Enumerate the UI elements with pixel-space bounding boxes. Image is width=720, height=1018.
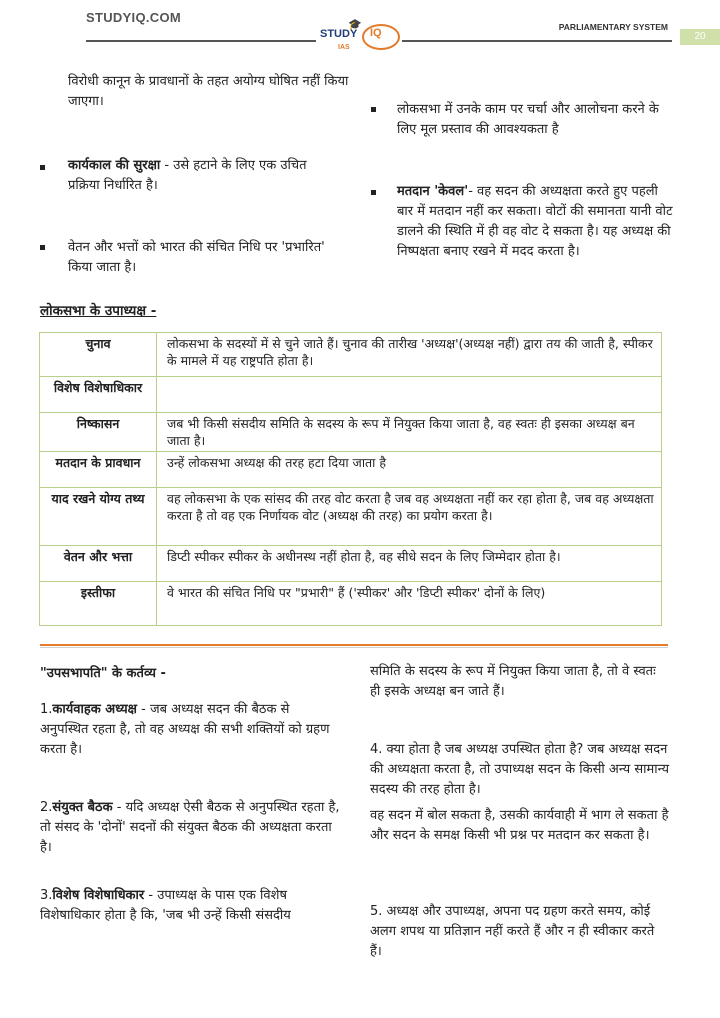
table-value: लोकसभा के सदस्यों में से चुने जाते हैं। चुनाव की तारीख 'अध्यक्ष'(अध्यक्ष नहीं) द्वारा तय की जाती है, स्पीकर के मामले में यह राष्ट्रपति होता है। [157, 333, 662, 377]
section-divider-shadow [40, 647, 668, 648]
page-number: 20 [680, 29, 720, 45]
table-row [40, 377, 662, 413]
duty-item-1 [40, 700, 340, 760]
table-label: वेतन और भत्ता [40, 546, 157, 582]
left-bullet-salary: वेतन और भत्तों को भारत की संचित निधि पर 'प्रभारित' किया जाता है। [68, 240, 325, 275]
duty-number: 3. [40, 888, 53, 903]
duty-title: कार्यवाहक अध्यक्ष [52, 702, 137, 717]
table-label: मतदान के प्रावधान [40, 452, 157, 488]
section-divider [40, 644, 668, 646]
deputy-speaker-heading: लोकसभा के उपाध्यक्ष - [40, 303, 157, 319]
duty-title: विशेष विशेषाधिकार [52, 888, 145, 903]
duties-heading: "उपसभापति" के कर्तव्य - [40, 666, 166, 681]
duty-item-5: 5. अध्यक्ष और उपाध्यक्ष, अपना पद ग्रहण करते समय, कोई अलग शपथ या प्रतिज्ञान नहीं करते हैं और न ही स्वीकार करते हैं। [370, 904, 655, 959]
right-bullet-voting [397, 182, 675, 262]
table-row [40, 546, 662, 582]
table-row [40, 452, 662, 488]
duty-number: 1. [40, 702, 53, 717]
tenure-text: - उसे हटाने के लिए एक उचित प्रक्रिया निर्धारित है। [68, 158, 307, 193]
header-rule-left [86, 40, 316, 42]
studyiq-logo [318, 16, 400, 54]
bullet-icon [40, 165, 45, 170]
left-para: विरोधी कानून के प्रावधानों के तहत अयोग्य घोषित नहीं किया जाएगा। [68, 74, 349, 109]
duty-text: - यदि अध्यक्ष ऐसी बैठक से अनुपस्थित रहता है, तो संसद के 'दोनों' सदनों की संयुक्त बैठक की अध्यक्षता करता है। [40, 800, 340, 855]
voting-text: - वह सदन की अध्यक्षता करते हुए पहली बार में मतदान नहीं कर सकता। वोटों की समानता यानी वोट डालने की स्थिति में ही वह वोट दे सकता है। यह अध्यक्ष की निष्पक्षता बनाए रखने में मदद करता है। [397, 184, 673, 259]
table-row [40, 488, 662, 546]
duty-item-3 [40, 886, 340, 926]
table-label: विशेष विशेषाधिकार [40, 377, 157, 413]
logo-study-text: STUDY [320, 28, 358, 40]
header-rule-right [402, 40, 672, 42]
table-value: वह लोकसभा के एक सांसद की तरह वोट करता है जब वह अध्यक्षता नहीं कर रहा होता है, जब वह अध्यक्षता करता है तो वह एक निर्णायक वोट (अध्यक्ष की तरह) का प्रयोग करता है। [157, 488, 662, 546]
deputy-speaker-table [39, 332, 662, 626]
table-row [40, 413, 662, 452]
table-value: डिप्टी स्पीकर स्पीकर के अधीनस्थ नहीं होता है, वह सीधे सदन के लिए जिम्मेदार होता है। [157, 546, 662, 582]
table-label: इस्तीफा [40, 582, 157, 626]
section-title: PARLIAMENTARY SYSTEM [558, 22, 668, 32]
bullet-icon [371, 107, 376, 112]
table-value: वे भारत की संचित निधि पर "प्रभारी" हैं ('स्पीकर' और 'डिप्टी स्पीकर' दोनों के लिए) [157, 582, 662, 626]
duty-text: - जब अध्यक्ष सदन की बैठक से अनुपस्थित रहता है, तो वह अध्यक्ष की सभी शक्तियों को ग्रहण करता है। [40, 702, 330, 757]
table-label: चुनाव [40, 333, 157, 377]
table-value: उन्हें लोकसभा अध्यक्ष की तरह हटा दिया जाता है [157, 452, 662, 488]
duty-title: संयुक्त बैठक [52, 800, 113, 815]
duty-item-4-continued: वह सदन में बोल सकता है, उसकी कार्यवाही में भाग ले सकता है और सदन के समक्ष किसी भी प्रश्न पर मतदान कर सकता है। [370, 808, 669, 843]
table-row [40, 582, 662, 626]
duty-3-continued: समिति के सदस्य के रूप में नियुक्त किया जाता है, तो वे स्वतः ही इसके अध्यक्ष बन जाते हैं। [370, 664, 656, 699]
tenure-title: कार्यकाल की सुरक्षा [68, 158, 161, 173]
bullet-icon [371, 190, 376, 195]
graduation-cap-icon: 🎓 [348, 18, 362, 31]
duty-text: - उपाध्यक्ष के पास एक विशेष विशेषाधिकार होता है कि, 'जब भी उन्हें किसी संसदीय [40, 888, 291, 923]
table-row [40, 333, 662, 377]
duty-number: 2. [40, 800, 53, 815]
bullet-icon [40, 245, 45, 250]
duty-item-2 [40, 798, 340, 858]
left-bullet-tenure [68, 156, 338, 196]
logo-ias-text: IAS [338, 44, 350, 51]
brand-name: STUDYIQ.COM [86, 10, 182, 25]
right-bullet-motion: लोकसभा में उनके काम पर चर्चा और आलोचना करने के लिए मूल प्रस्ताव की आवश्यकता है [397, 102, 659, 137]
table-value [157, 377, 662, 413]
logo-iq-text: IQ [370, 27, 382, 39]
table-label: निष्कासन [40, 413, 157, 452]
duty-item-4: 4. क्या होता है जब अध्यक्ष उपस्थित होता है? जब अध्यक्ष सदन की अध्यक्षता करता है, तो उपाध्यक्ष सदन के किसी अन्य सामान्य सदस्य की तरह होता है। [370, 742, 670, 797]
voting-title: मतदान 'केवल' [397, 184, 469, 199]
table-label: याद रखने योग्य तथ्य [40, 488, 157, 546]
table-value: जब भी किसी संसदीय समिति के सदस्य के रूप में नियुक्त किया जाता है, वह स्वतः ही इसका अध्यक्ष बन जाता है। [157, 413, 662, 452]
